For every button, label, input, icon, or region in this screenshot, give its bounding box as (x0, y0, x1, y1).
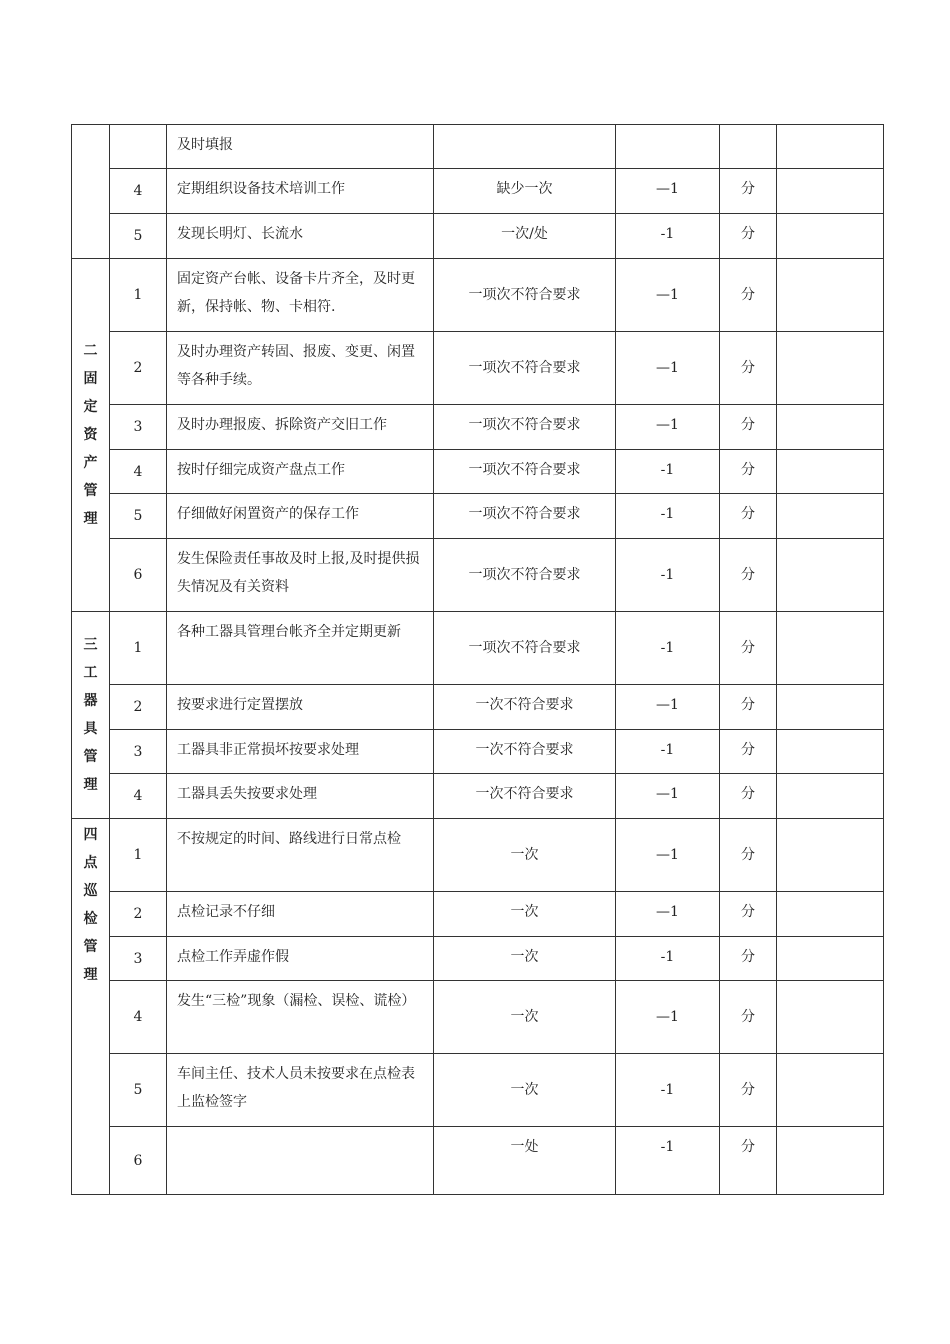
item-unit: 分 (720, 774, 777, 819)
item-standard: 一次 (434, 981, 616, 1054)
empty-cell (777, 1127, 884, 1195)
table-row (72, 1054, 884, 1127)
item-content: 车间主任、技术人员未按要求在点检表上监检签字 (167, 1054, 434, 1127)
item-unit: 分 (720, 405, 777, 450)
item-standard: 一项次不符合要求 (434, 332, 616, 405)
table-row (72, 819, 884, 892)
empty-cell (777, 214, 884, 259)
item-number: 6 (110, 1127, 167, 1195)
empty-cell (777, 774, 884, 819)
item-number: 3 (110, 730, 167, 774)
item-unit: 分 (720, 981, 777, 1054)
item-content: 仔细做好闲置资产的保存工作 (167, 494, 434, 539)
table-row (72, 774, 884, 819)
item-number: 2 (110, 332, 167, 405)
item-unit: 分 (720, 259, 777, 332)
item-unit: 分 (720, 332, 777, 405)
item-content: 各种工器具管理台帐齐全并定期更新 (167, 612, 434, 685)
item-unit: 分 (720, 612, 777, 685)
table-row (72, 405, 884, 450)
item-unit: 分 (720, 494, 777, 539)
empty-cell (777, 259, 884, 332)
item-unit: 分 (720, 730, 777, 774)
item-standard: 一项次不符合要求 (434, 612, 616, 685)
item-standard: 一次 (434, 892, 616, 937)
table-row (72, 685, 884, 730)
empty-cell (777, 494, 884, 539)
item-deduct: —1 (616, 892, 720, 937)
table-row (72, 730, 884, 774)
item-deduct: -1 (616, 494, 720, 539)
item-unit: 分 (720, 169, 777, 214)
section-cell (72, 612, 110, 819)
empty-cell (777, 539, 884, 612)
item-content: 定期组织设备技术培训工作 (167, 169, 434, 214)
item-deduct: -1 (616, 1127, 720, 1195)
empty-cell (777, 730, 884, 774)
table-row (72, 981, 884, 1054)
item-number: 4 (110, 774, 167, 819)
item-deduct: -1 (616, 1054, 720, 1127)
item-standard: 一处 (434, 1127, 616, 1195)
empty-cell (777, 612, 884, 685)
item-content: 工器具丢失按要求处理 (167, 774, 434, 819)
empty-cell (777, 450, 884, 494)
item-standard: 一项次不符合要求 (434, 450, 616, 494)
section-title: 四点巡检管理 (83, 827, 98, 983)
item-deduct: -1 (616, 612, 720, 685)
empty-cell (777, 937, 884, 981)
table-row (72, 892, 884, 937)
item-standard: 一次不符合要求 (434, 685, 616, 730)
section-cell (72, 125, 110, 259)
empty-cell (777, 169, 884, 214)
item-unit (720, 125, 777, 169)
item-deduct: —1 (616, 981, 720, 1054)
item-deduct: —1 (616, 819, 720, 892)
empty-cell (777, 981, 884, 1054)
item-number: 5 (110, 214, 167, 259)
empty-cell (777, 332, 884, 405)
item-unit: 分 (720, 214, 777, 259)
section-cell (72, 259, 110, 612)
table-row (72, 214, 884, 259)
item-deduct: —1 (616, 685, 720, 730)
table-row (72, 494, 884, 539)
item-content: 工器具非正常损坏按要求处理 (167, 730, 434, 774)
item-number (110, 125, 167, 169)
section-cell (72, 819, 110, 1195)
item-deduct: -1 (616, 214, 720, 259)
empty-cell (777, 685, 884, 730)
item-content: 不按规定的时间、路线进行日常点检 (167, 819, 434, 892)
empty-cell (777, 892, 884, 937)
item-unit: 分 (720, 1054, 777, 1127)
item-standard: 一项次不符合要求 (434, 494, 616, 539)
item-number: 3 (110, 937, 167, 981)
item-unit: 分 (720, 450, 777, 494)
item-number: 1 (110, 612, 167, 685)
item-unit: 分 (720, 539, 777, 612)
table-row (72, 125, 884, 169)
table-row (72, 612, 884, 685)
item-standard: 一项次不符合要求 (434, 259, 616, 332)
item-deduct: -1 (616, 539, 720, 612)
item-number: 5 (110, 1054, 167, 1127)
item-number: 2 (110, 892, 167, 937)
item-content: 固定资产台帐、设备卡片齐全，及时更新，保持帐、物、卡相符. (167, 259, 434, 332)
item-standard: 一次不符合要求 (434, 774, 616, 819)
empty-cell (777, 819, 884, 892)
table-row (72, 450, 884, 494)
item-deduct: —1 (616, 259, 720, 332)
table-row (72, 259, 884, 332)
item-standard: 一次/处 (434, 214, 616, 259)
empty-cell (777, 125, 884, 169)
item-standard: 一项次不符合要求 (434, 405, 616, 450)
table-row (72, 937, 884, 981)
item-unit: 分 (720, 937, 777, 981)
item-number: 1 (110, 819, 167, 892)
item-number: 2 (110, 685, 167, 730)
item-standard (434, 125, 616, 169)
section-title: 三工器具管理 (83, 637, 98, 793)
table-row (72, 1127, 884, 1195)
item-unit: 分 (720, 1127, 777, 1195)
item-deduct: —1 (616, 332, 720, 405)
item-standard: 一次不符合要求 (434, 730, 616, 774)
item-deduct: -1 (616, 450, 720, 494)
item-unit: 分 (720, 819, 777, 892)
item-content: 发现长明灯、长流水 (167, 214, 434, 259)
item-number: 4 (110, 169, 167, 214)
item-deduct: —1 (616, 405, 720, 450)
item-number: 4 (110, 450, 167, 494)
item-deduct: —1 (616, 169, 720, 214)
item-content: 及时办理报废、拆除资产交旧工作 (167, 405, 434, 450)
table-row (72, 539, 884, 612)
item-number: 1 (110, 259, 167, 332)
item-content: 按要求进行定置摆放 (167, 685, 434, 730)
assessment-table (71, 124, 884, 1195)
item-standard: 缺少一次 (434, 169, 616, 214)
item-content (167, 1127, 434, 1195)
item-number: 6 (110, 539, 167, 612)
item-standard: 一次 (434, 937, 616, 981)
item-standard: 一次 (434, 1054, 616, 1127)
item-content: 点检工作弄虚作假 (167, 937, 434, 981)
table-row (72, 332, 884, 405)
item-content: 发生“三检”现象（漏检、误检、谎检） (167, 981, 434, 1054)
item-number: 4 (110, 981, 167, 1054)
item-content: 发生保险责任事故及时上报,及时提供损失情况及有关资料 (167, 539, 434, 612)
item-unit: 分 (720, 892, 777, 937)
item-content: 及时办理资产转固、报废、变更、闲置等各种手续。 (167, 332, 434, 405)
empty-cell (777, 405, 884, 450)
item-content: 点检记录不仔细 (167, 892, 434, 937)
section-title: 二固定资产管理 (83, 343, 98, 527)
item-deduct: —1 (616, 774, 720, 819)
item-deduct: -1 (616, 937, 720, 981)
item-standard: 一次 (434, 819, 616, 892)
item-content: 及时填报 (167, 125, 434, 169)
item-unit: 分 (720, 685, 777, 730)
item-number: 5 (110, 494, 167, 539)
item-deduct: -1 (616, 730, 720, 774)
item-number: 3 (110, 405, 167, 450)
empty-cell (777, 1054, 884, 1127)
item-content: 按时仔细完成资产盘点工作 (167, 450, 434, 494)
item-standard: 一项次不符合要求 (434, 539, 616, 612)
table-row (72, 169, 884, 214)
item-deduct (616, 125, 720, 169)
